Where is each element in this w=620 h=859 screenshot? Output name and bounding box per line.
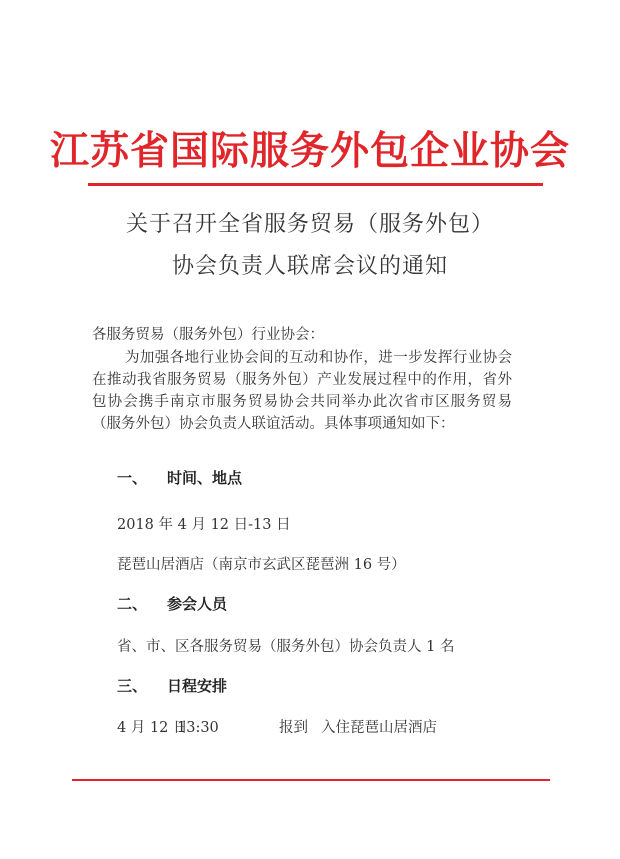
footer-red-rule — [72, 779, 550, 781]
section-number: 一、 — [117, 469, 148, 487]
schedule-detail: 入住琵琶山居酒店 — [321, 720, 437, 736]
schedule-activity: 报到 — [279, 720, 308, 736]
section-heading-schedule — [117, 675, 227, 696]
section-heading-attendees — [117, 593, 227, 614]
event-venue: 琵琶山居酒店（南京市玄武区琵琶洲 16 号） — [117, 557, 406, 573]
section-number: 三、 — [117, 677, 148, 695]
salutation: 各服务贸易（服务外包）行业协会： — [92, 327, 324, 343]
section-heading-time-place — [117, 467, 242, 488]
section-title: 日程安排 — [167, 677, 228, 695]
section-number: 二、 — [117, 595, 148, 613]
schedule-time: 13:30 — [177, 720, 219, 736]
event-date: 2018 年 4 月 12 日-13 日 — [117, 517, 291, 533]
notice-title-line-2: 协会负责人联席会议的通知 — [171, 254, 448, 279]
letterhead-red-rule — [88, 183, 543, 186]
letterhead-org-name: 江苏省国际服务外包企业协会 — [49, 128, 570, 174]
schedule-row — [117, 716, 437, 737]
notice-title-line-1: 关于召开全省服务贸易（服务外包） — [125, 212, 494, 237]
intro-paragraph: 为加强各地行业协会间的互动和协作，进一步发挥行业协会在推动我省服务贸易（服务外包）产业发展过程中的作用，省外包协会携手南京市服务贸易协会共同举办此次省市区服务贸易（服务外包）协会负责人联谊活动。具体事项通知如下： — [92, 350, 512, 432]
section-title: 时间、地点 — [167, 469, 243, 487]
section-title: 参会人员 — [167, 595, 228, 613]
attendees-text: 省、市、区各服务贸易（服务外包）协会负责人 1 名 — [117, 639, 455, 655]
schedule-date: 4 月 12 日 — [117, 720, 188, 736]
